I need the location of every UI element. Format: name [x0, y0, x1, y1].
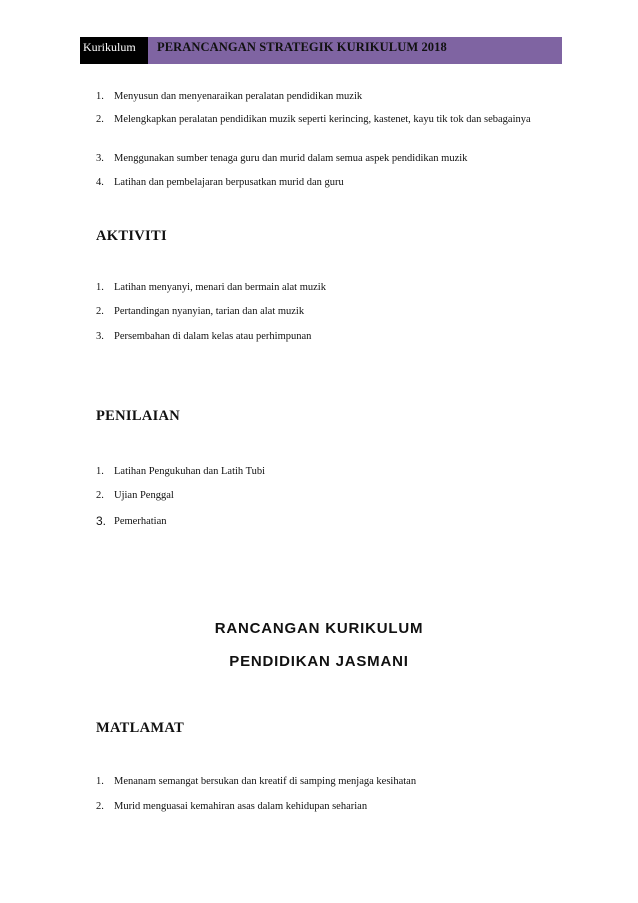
list-text: Menggunakan sumber tenaga guru dan murid dalam semua aspek pendidikan muzik [114, 153, 468, 164]
list-item [96, 88, 556, 105]
header-title: PERANCANGAN STRATEGIK KURIKULUM 2018 [148, 37, 562, 64]
section-heading-penilaian: PENILAIAN [96, 408, 181, 424]
list-text: Persembahan di dalam kelas atau perhimpunan [114, 331, 312, 342]
list-item [96, 487, 556, 504]
list-number: 1. [96, 776, 104, 787]
list-text: Latihan Pengukuhan dan Latih Tubi [114, 466, 266, 477]
list-number: 3. [96, 514, 107, 528]
list-item [96, 328, 556, 345]
list-number: 2. [96, 114, 104, 125]
list-text: Menanam semangat bersukan dan kreatif di samping menjaga kesihatan [114, 776, 417, 787]
list-number: 1. [96, 91, 104, 102]
list-text: Pemerhatian [114, 516, 167, 527]
list-number: 2. [96, 490, 104, 501]
list-item [96, 303, 556, 320]
section-heading-matlamat: MATLAMAT [96, 720, 185, 736]
list-number: 3. [96, 153, 104, 164]
list-text: Latihan menyanyi, menari dan bermain alat muzik [114, 282, 326, 293]
list-number: 1. [96, 282, 104, 293]
list-text: Ujian Penggal [114, 490, 174, 501]
list-number: 4. [96, 177, 104, 188]
list-text: Latihan dan pembelajaran berpusatkan murid dan guru [114, 177, 344, 188]
list-number: 2. [96, 306, 104, 317]
section-heading-aktiviti: AKTIVITI [96, 228, 167, 244]
header-tab-label: Kurikulum [80, 37, 148, 64]
list-item [96, 279, 556, 296]
list-text: Melengkapkan peralatan pendidikan muzik seperti kerincing, kastenet, kayu tik tok dan sebagainya [114, 114, 531, 125]
list-item [96, 174, 556, 191]
section-title-line1: RANCANGAN KURIKULUM [214, 620, 424, 637]
list-text: Menyusun dan menyenaraikan peralatan pendidikan muzik [114, 91, 363, 102]
list-number: 3. [96, 331, 104, 342]
list-number: 2. [96, 801, 104, 812]
list-text: Pertandingan nyanyian, tarian dan alat muzik [114, 306, 305, 317]
section-title-line2: PENDIDIKAN JASMANI [229, 653, 409, 670]
list-item [96, 463, 556, 480]
list-number: 1. [96, 466, 104, 477]
list-item [96, 773, 556, 790]
page-header [80, 37, 562, 64]
list-item [96, 798, 556, 815]
list-item [96, 111, 556, 128]
list-item [96, 513, 556, 530]
list-item [96, 150, 556, 167]
list-text: Murid menguasai kemahiran asas dalam kehidupan seharian [114, 801, 368, 812]
